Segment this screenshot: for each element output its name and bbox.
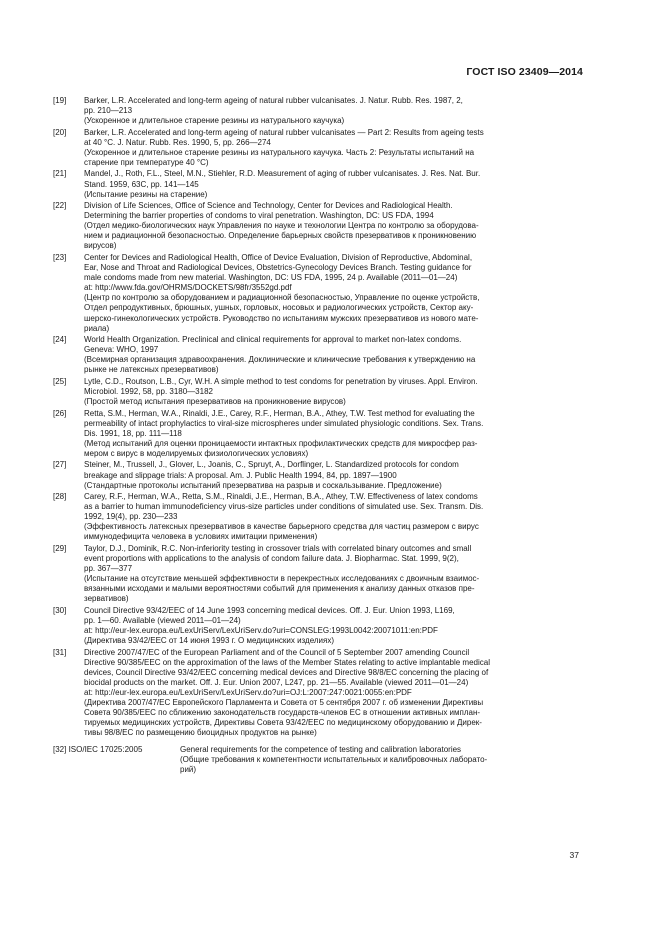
reference-text-line: Determining the barrier properties of condoms to viral penetration. Washington, DC: US FDA, 1994 [84, 211, 434, 221]
reference-text-line: (Директива 93/42/EEC от 14 июня 1993 г. О медицинских изделиях) [84, 636, 335, 646]
reference-text-line: рынке не латексных презервативов) [84, 365, 219, 375]
page-number: 37 [569, 850, 579, 860]
reference-text-line: (Отдел медико-биологических наук Управления по науке и технологии Центра по контролю за оборудова- [84, 221, 479, 231]
reference-number: [23] [53, 252, 67, 262]
reference-text-line: тируемых медицинских устройств, Директивы Совета 93/42/EEC по медицинскому оборудованию и Дирек- [84, 718, 482, 728]
reference-text-line: вирусов) [84, 241, 117, 251]
reference-text-line: at: http://www.fda.gov/OHRMS/DOCKETS/98fr/3552gd.pdf [84, 283, 292, 293]
reference-text-line: pp. 1—60. Available (viewed 2011—01—24) [84, 615, 241, 625]
reference-number: [26] [53, 408, 67, 418]
reference-text-line: (Испытание на отсутствие меньшей эффективности в перекрестных исследованиях с двоичным взаимос- [84, 574, 480, 584]
reference-text-line: event proportions with applications to the analysis of condom failure data. J. Biopharmac. Stat. 1999, 9(2), [84, 554, 459, 564]
reference-number: [31] [53, 647, 67, 657]
reference-number: [22] [53, 201, 67, 211]
standard-reference-text-line: рий) [180, 764, 197, 774]
reference-text-line: Stand. 1959, 63C, pp. 141—145 [84, 179, 199, 189]
reference-item [53, 544, 584, 605]
reference-text-line: (Эффективность латексных презервативов в качестве барьерного средства для частиц размером с вирус [84, 522, 479, 532]
reference-text-line: Dis. 1991, 18, pp. 111—118 [84, 428, 182, 438]
standard-reference-text-line: (Общие требования к компетентности испытательных и калибровочных лаборато- [180, 754, 488, 764]
reference-text-line: (Стандартные протоколы испытаний презерватива на разрыв и соскальзывание. Предложение) [84, 480, 442, 490]
reference-item [53, 377, 584, 407]
standard-reference-item [53, 745, 584, 775]
reference-text-line: biocidal products on the market. Off. J. Eur. Union 2007, L247, pp. 21—55. Available (viewed 2011—01—24) [84, 677, 469, 687]
reference-text-line: Taylor, D.J., Dominik, R.C. Non-inferiority testing in crossover trials with correlated binary outcomes and small [84, 543, 472, 553]
reference-text-line: (Простой метод испытания презервативов на проникновение вирусов) [84, 397, 346, 407]
reference-number: [24] [53, 335, 67, 345]
reference-text-line: Carey, R.F., Herman, W.A., Retta, S.M., Rinaldi, J.E., Herman, B.A., Athey, T.W. Effectiveness of latex condoms [84, 492, 478, 502]
reference-text-line: (Ускоренное и длительное старение резины из натурального каучука. Часть 2: Результаты испытаний на [84, 147, 475, 157]
reference-item [53, 606, 584, 646]
reference-number: [19] [53, 96, 67, 105]
document-header: ГОСТ ISO 23409—2014 [466, 66, 583, 78]
reference-text-line: Microbiol. 1992, 58, pp. 3180—3182 [84, 386, 213, 396]
reference-text-line: иммунодефицита человека в условиях имитации применения) [84, 532, 318, 542]
reference-number: [20] [53, 127, 67, 137]
reference-text-line: at: http://eur-lex.europa.eu/LexUriServ/LexUriServ.do?uri=CONSLEG:1993L0042:20071011:en:PDF [84, 626, 438, 636]
reference-text-line: Directive 90/385/EEC on the approximation of the laws of the Member States relating to active implantable medical [84, 657, 490, 667]
reference-text-line: Отдел репродуктивных, брюшных, ушных, горловых, носовых и радиологических устройств, Сектор аку- [84, 303, 474, 313]
reference-text-line: World Health Organization. Preclinical and clinical requirements for approval to market non-latex condoms. [84, 335, 462, 345]
reference-text-line: мером с вирус в моделируемых физиологических условиях) [84, 448, 309, 458]
reference-text-line: Center for Devices and Radiological Health, Office of Device Evaluation, Division of Reproductive, Abdominal, [84, 252, 473, 262]
reference-item [53, 96, 584, 126]
standard-reference-label: [32] ISO/IEC 17025:2005 [53, 744, 143, 754]
reference-item [53, 253, 584, 334]
reference-text-line: Barker, L.R. Accelerated and long-term ageing of natural rubber vulcanisates — Part 2: Results from ageing tests [84, 127, 484, 137]
reference-item [53, 128, 584, 168]
reference-number: [21] [53, 169, 67, 179]
reference-text-line: (Всемирная организация здравоохранения. Доклинические и клинические требования к утверждению на [84, 355, 476, 365]
reference-item [53, 648, 584, 739]
reference-item [53, 335, 584, 375]
reference-text-line: (Испытание резины на старение) [84, 189, 208, 199]
reference-number: [25] [53, 376, 67, 386]
reference-item [53, 460, 584, 490]
reference-text-line: devices, Council Directive 93/42/EEC concerning medical devices and Directive 98/8/EC concerning the placing of [84, 667, 489, 677]
reference-text-line: старение при температуре 40 °C) [84, 157, 209, 167]
reference-number: [30] [53, 605, 67, 615]
reference-item [53, 169, 584, 199]
reference-text-line: 1992, 19(4), pp. 230—233 [84, 512, 178, 522]
reference-text-line: нием и радиационной безопасностью. Определение барьерных свойств презервативов к проникновению [84, 231, 477, 241]
reference-list [53, 96, 584, 776]
reference-text-line: вязанными исходами и малыми вероятностями событий для применения к анализу данных отказов пре- [84, 584, 475, 594]
reference-text-line: тивы 98/8/EC по размещению биоцидных продуктов на рынке) [84, 728, 317, 738]
reference-text-line: Council Directive 93/42/EEC of 14 June 1993 concerning medical devices. Off. J. Eur. Union 1993, L169, [84, 605, 455, 615]
reference-text-line: Geneva: WHO, 1997 [84, 345, 159, 355]
reference-number: [27] [53, 460, 67, 470]
reference-text-line: Retta, S.M., Herman, W.A., Rinaldi, J.E., Carey, R.F., Herman, B.A., Athey, T.W. Test method for evaluating the [84, 408, 475, 418]
reference-text-line: Ear, Nose and Throat and Radiological Devices, Obstetrics-Gynecology Devices Branch. Testing guidance for [84, 263, 472, 273]
reference-text-line: at: http://eur-lex.europa.eu/LexUriServ/LexUriServ.do?uri=OJ:L:2007:247:0021:0055:en:PDF [84, 688, 412, 698]
reference-text-line: as a barrier to human immunodeficiency virus-size particles under conditions of simulated use. Sex. Transm. Dis. [84, 502, 484, 512]
reference-text-line: pp. 210—213 [84, 106, 133, 116]
reference-text-line: breakage and slippage trials: A proposal. Am. J. Public Health 1994, 84, pp. 1897—1900 [84, 470, 397, 480]
reference-text-line: шерско-гинекологических устройств. Руководство по испытаниям мужских презервативов из нового мате- [84, 313, 479, 323]
reference-text-line: зервативов) [84, 594, 129, 604]
reference-text-line: (Ускоренное и длительное старение резины из натурального каучука) [84, 116, 345, 126]
reference-text-line: Barker, L.R. Accelerated and long-term ageing of natural rubber vulcanisates. J. Natur. Rubb. Res. 1987, 2, [84, 96, 463, 105]
reference-text-line: Mandel, J., Roth, F.L., Steel, M.N., Stiehler, R.D. Measurement of aging of rubber vulcanisates. J. Res. Nat. Bur. [84, 169, 481, 179]
reference-text-line: риала) [84, 323, 110, 333]
reference-number: [29] [53, 543, 67, 553]
reference-text-line: (Центр по контролю за оборудованием и радиационной безопасностью, Управление по оценке устройств, [84, 293, 480, 303]
reference-text-line: Directive 2007/47/EC of the European Parliament and of the Council of 5 September 2007 amending Council [84, 647, 470, 657]
reference-text-line: male condoms made from new material. Washington, DC: US FDA, 1995, 24 p. Available (2011—01—24) [84, 273, 458, 283]
reference-item [53, 492, 584, 542]
reference-text-line: (Директива 2007/47/EC Европейского Парламента и Совета от 5 сентября 2007 г. об изменении Директивы [84, 698, 484, 708]
reference-item [53, 201, 584, 251]
reference-text-line: Совета 90/385/EEC по сближению законодательств государств-членов ЕС в отношении активных имплан- [84, 708, 481, 718]
standard-reference-text-line: General requirements for the competence of testing and calibration laboratories [180, 744, 462, 754]
reference-text-line: at 40 °C. J. Natur. Rubb. Res. 1990, 5, pp. 266—274 [84, 137, 271, 147]
reference-text-line: (Метод испытаний для оценки проницаемости интактных профилактических средств для микросфер раз- [84, 438, 478, 448]
reference-text-line: pp. 367—377 [84, 564, 133, 574]
reference-number: [28] [53, 492, 67, 502]
reference-item [53, 409, 584, 459]
reference-text-line: Division of Life Sciences, Office of Science and Technology, Center for Devices and Radiological Health. [84, 201, 453, 211]
reference-text-line: permeability of intact prophylactics to viral-size microspheres under simulated physiologic conditions. Sex. Trans. [84, 418, 484, 428]
reference-text-line: Lytle, C.D., Routson, L.B., Cyr, W.H. A simple method to test condoms for penetration by viruses. Appl. Environ. [84, 376, 478, 386]
reference-text-line: Steiner, M., Trussell, J., Glover, L., Joanis, C., Spruyt, A., Dorflinger, L. Standardized protocols for condom [84, 460, 459, 470]
